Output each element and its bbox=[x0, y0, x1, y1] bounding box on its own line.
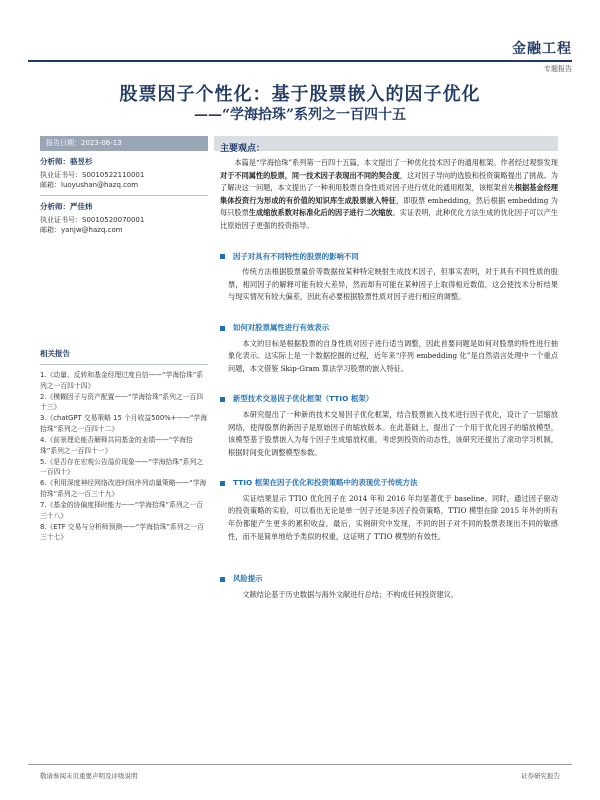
related-reports-list bbox=[40, 370, 208, 543]
related-reports bbox=[40, 348, 208, 544]
section-heading-text: 风险提示 bbox=[233, 574, 263, 584]
bullet-square-icon bbox=[220, 326, 225, 331]
analyst-block bbox=[40, 156, 208, 190]
related-report-item: 1.《动量、反转和基金经理过度自信——“学海拾珠”系列之一百四十四》 bbox=[40, 371, 204, 390]
brand-logo-text: 金融工程 bbox=[512, 41, 572, 57]
main-content bbox=[220, 157, 558, 601]
summary-text: 本篇是“学海拾珠”系列第一百四十五篇，本文提出了一种优化技术因子的通用框架。作者经过观察发现 bbox=[234, 158, 558, 167]
section-heading bbox=[220, 393, 558, 406]
related-report-item: 4.《前景理论能否解释共同基金的业绩——“学海拾珠”系列之一百四十一》 bbox=[40, 436, 193, 455]
section-heading-text: TTIO 框架在因子优化和投资策略中的表现优于传统方法 bbox=[233, 478, 418, 488]
related-reports-heading: 相关报告 bbox=[40, 349, 70, 358]
analyst-cert: 执业证书号：S0010522110001 bbox=[40, 171, 145, 179]
summary-emphasis: 根据基金经理集体投资行为形成的有价值的知识库生成股票嵌入特征 bbox=[220, 183, 558, 205]
section-body: 本文的目标是根据股票的自身性质对因子进行适当调整，因此首要问题是如何对股票的特性进行抽象化表示。这实际上是一个数据挖掘的过程，近年来“序列 embedding 化”是自然语言处理中一个重点问题，本文借鉴 Skip-Gram 算法学习股票的嵌入特征。 bbox=[228, 338, 558, 373]
analyst-panel bbox=[40, 156, 208, 235]
risk-section bbox=[220, 573, 558, 601]
bullet-square-icon bbox=[220, 481, 225, 486]
report-type-label: 专题报告 bbox=[544, 65, 572, 73]
summary-paragraph bbox=[220, 157, 558, 233]
footer-divider bbox=[28, 764, 572, 765]
section-heading-text: 因子对具有不同特性的股票的影响不同 bbox=[233, 251, 359, 261]
footer-disclaimer: 敬请参阅末页重要声明及评级说明 bbox=[40, 772, 138, 780]
analyst-divider bbox=[40, 195, 208, 196]
analyst-email: 邮箱：luoyushan@hazq.com bbox=[40, 181, 139, 189]
section-body: 本研究提出了一种新的技术交易因子优化框架，结合股票嵌入技术进行因子优化，设计了一层缩放网络，使得股票的新因子是原始因子的缩放版本。在此基础上，提出了一个用于优化因子的缩放模型，该模型基于股票嵌入为每个因子生成缩放权重，考虑到投资的动态性，该研究还提出了滚动学习机制，根据时间变化调整模型参数。 bbox=[228, 409, 558, 457]
summary-text: ，这对因子导向的选股和投资策略提出了挑战。为了解决这一问题，本文提出了一种利用股票自身性质对因子进行优化的通用框架，该框架首先 bbox=[220, 170, 558, 193]
related-report-item: 8.《ETF 交易与分析师预测——“学海拾珠”系列之一百三十七》 bbox=[40, 522, 204, 542]
main-points-bar bbox=[214, 136, 558, 154]
section-heading bbox=[220, 477, 558, 490]
report-subtitle: ——“学海拾珠”系列之一百四十五 bbox=[193, 107, 407, 123]
analyst-name: 分析师：骆昱杉 bbox=[40, 157, 93, 166]
report-title: 股票因子个性化：基于股票嵌入的因子优化 bbox=[119, 84, 481, 105]
footer-report-label: 证券研究报告 bbox=[521, 772, 560, 780]
summary-emphasis: 生成缩放系数对标准化后的因子进行二次缩放 bbox=[248, 208, 393, 218]
bullet-square-icon bbox=[220, 397, 225, 402]
bullet-square-icon bbox=[220, 577, 225, 582]
summary-text: ，即股票 embedding，然后根据 embedding 为每只股票 bbox=[220, 195, 558, 218]
section-heading bbox=[220, 322, 558, 335]
section bbox=[220, 251, 558, 304]
section bbox=[220, 322, 558, 375]
section bbox=[220, 393, 558, 459]
main-points-heading: 主要观点： bbox=[220, 144, 266, 154]
analyst-block bbox=[40, 201, 208, 235]
bullet-square-icon bbox=[220, 254, 225, 259]
related-report-item: 6.《利用深度神经网络改进时间序列动量策略——“学海拾珠”系列之一百三十九》 bbox=[40, 479, 207, 499]
analyst-cert: 执业证书号：S0010520070001 bbox=[40, 216, 145, 224]
summary-emphasis: 对于不同属性的股票，同一技术因子表现出不同的契合度 bbox=[220, 170, 400, 180]
analyst-name: 分析师：严佳炜 bbox=[40, 202, 93, 211]
section-body: 传统方法根据股票量价等数据按某种特定映射生成技术因子，但事实表明，对于具有不同性质的股票，相同因子的解释可能有较大差异，然而却有可能在某种因子上取得相近数值，这会使技术分析结果与现实情况有较大偏差，因此有必要根据股票性质对因子进行相应的调整。 bbox=[228, 267, 558, 302]
related-divider bbox=[40, 364, 208, 365]
section-heading bbox=[220, 573, 558, 586]
related-report-item: 7.《基金的协偏度择时能力——“学海拾珠”系列之一百三十八》 bbox=[40, 501, 204, 520]
section-heading-text: 新型技术交易因子优化框架（TTIO 框架） bbox=[233, 394, 374, 404]
section-heading bbox=[220, 251, 558, 264]
summary-text: 。实证表明，此种优化方法生成的优化因子可以产生比原始因子更强的投资指导。 bbox=[220, 208, 558, 230]
report-date: 报告日期：2023-06-13 bbox=[40, 136, 208, 151]
risk-body: 文献结论基于历史数据与海外文献进行总结；不构成任何投资建议。 bbox=[242, 589, 459, 599]
header-divider bbox=[28, 60, 572, 62]
analyst-email: 邮箱：yanjw@hazq.com bbox=[40, 226, 123, 234]
related-report-item: 2.《模糊因子与资产配置——“学海拾珠”系列之一百四十三》 bbox=[40, 392, 204, 412]
section bbox=[220, 477, 558, 543]
related-report-item: 3.《chatGPT 交易策略 15 个月收益500%+——“学海拾珠”系列之一百四十二》 bbox=[40, 414, 208, 433]
section-body: 实证结果显示 TTIO 优化因子在 2014 年和 2016 年均显著优于 baseline。同时，通过因子驱动的投资策略的实验，可以看出无论是单一因子还是多因子投资策略，TTIO 模型在除 2015 年外的所有年份都能产生更多的累积收益。最后，实例研究中发现，不同的因子对不同的股票表现出不同的敏感性，而不是简单地给予类似的权重，这证明了 TTIO 模型的有效性。 bbox=[228, 493, 558, 541]
section-heading-text: 如何对股票属性进行有效表示 bbox=[233, 322, 330, 332]
related-report-item: 5.《是否存在宏观公告溢价现象——“学海拾珠”系列之一百四十》 bbox=[40, 457, 204, 477]
